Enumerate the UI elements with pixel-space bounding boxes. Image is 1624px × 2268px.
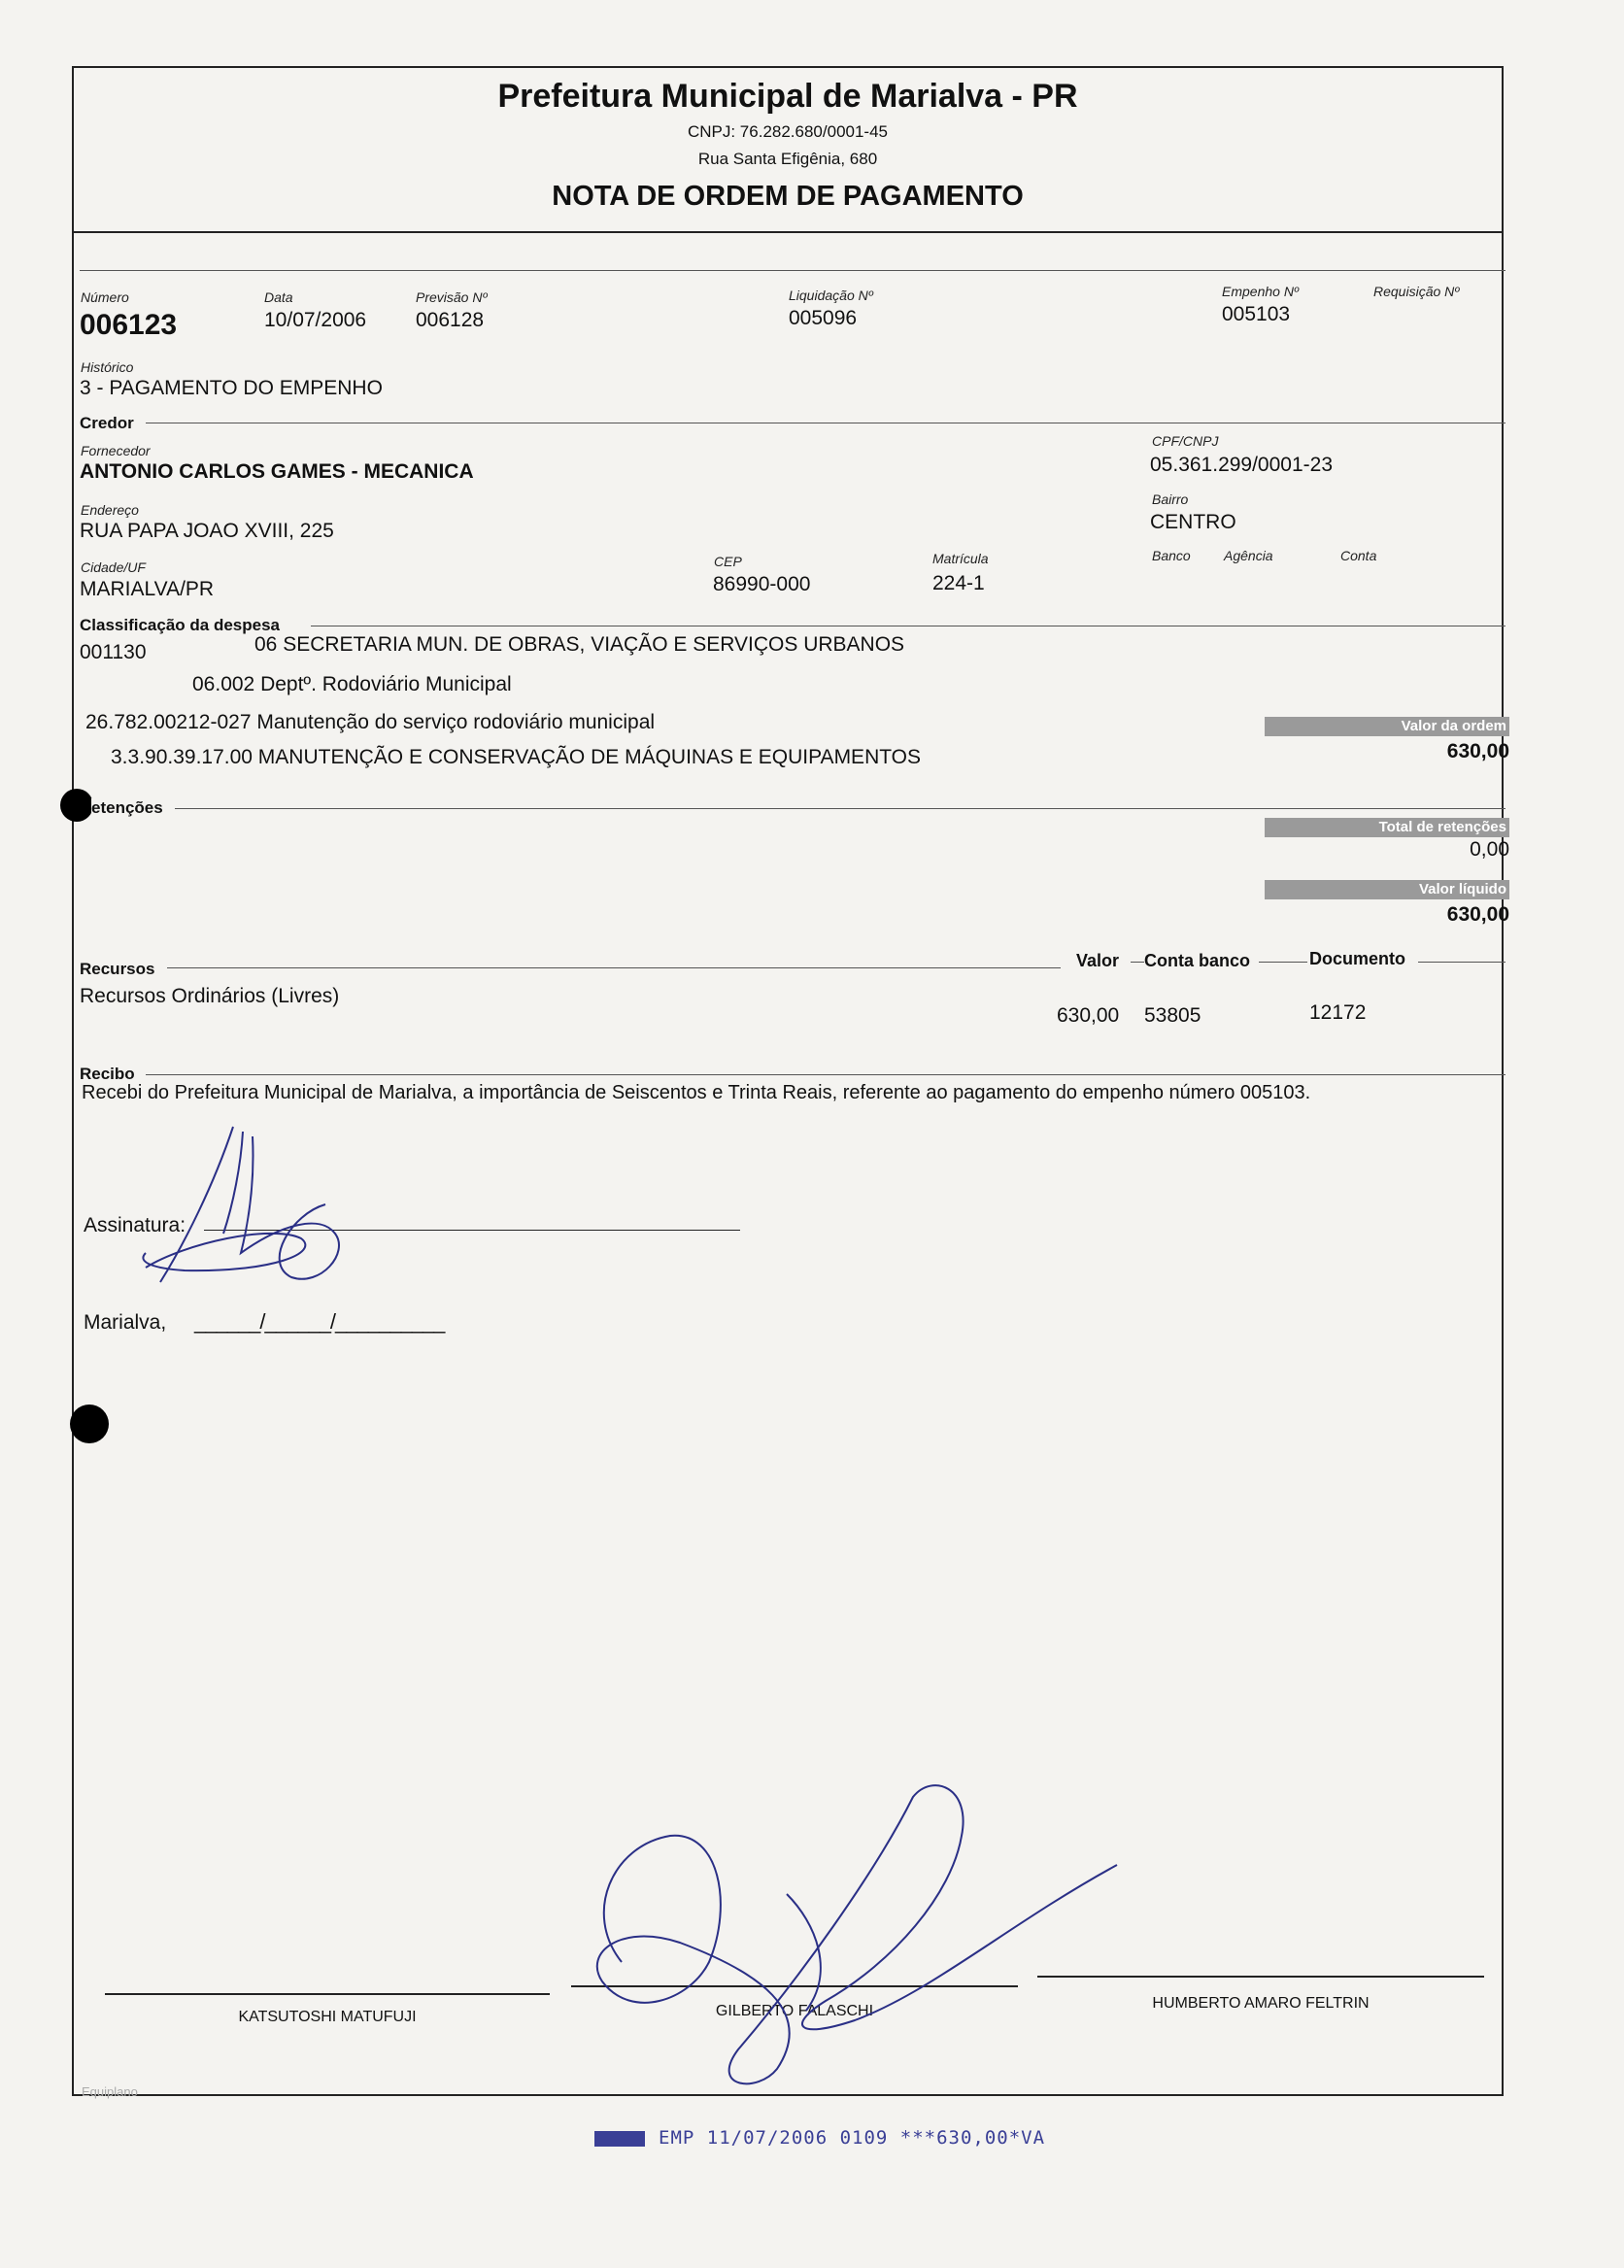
data-label: Data [264,289,293,305]
gilberto-signature [563,1777,1146,2098]
retencoes-rule [175,808,1506,809]
signature-name-3: HUMBERTO AMARO FELTRIN [1152,1995,1370,2012]
recursos-documento: 12172 [1309,1001,1367,1024]
recibo-rule [146,1074,1506,1075]
liquidacao-value: 005096 [789,307,858,329]
assinatura-label: Assinatura: [84,1214,186,1236]
agencia-label: Agência [1224,548,1273,563]
ids-top-rule [80,270,1506,271]
footer-brand: Equiplano [82,2084,138,2099]
header-cnpj: CNPJ: 76.282.680/0001-45 [687,122,889,141]
recursos-rule-end [1418,962,1506,963]
previsao-value: 006128 [416,309,485,331]
cpf-value: 05.361.299/0001-23 [1150,454,1334,476]
recibo-signature [126,1107,359,1292]
signature-name-2: GILBERTO FALASCHI [715,2003,874,2019]
classificacao-code: 001130 [80,641,147,663]
punch-hole-top [60,789,93,822]
banco-label: Banco [1152,548,1191,563]
recursos-conta-header: Conta banco [1144,951,1251,970]
recursos-conta: 53805 [1144,1004,1201,1027]
cep-label: CEP [714,554,742,569]
liquidacao-label: Liquidação Nº [789,288,873,303]
conta-label: Conta [1340,548,1377,563]
cep-value: 86990-000 [713,573,811,595]
recursos-descricao: Recursos Ordinários (Livres) [80,985,340,1007]
empenho-label: Empenho Nº [1222,284,1300,299]
bairro-value: CENTRO [1150,511,1236,533]
recibo-section-title: Recibo [80,1065,141,1084]
recibo-text: Recebi do Prefeitura Municipal de Marialva, a importância de Seiscentos e Trinta Reais, referente ao pagamento do empenho número 005103. [82,1082,1311,1103]
empenho-value: 005103 [1222,303,1291,325]
header-address: Rua Santa Efigênia, 680 [697,150,878,168]
classificacao-line-3: 26.782.00212-027 Manutenção do serviço rodoviário municipal [85,711,656,733]
recursos-rule [167,967,1061,968]
numero-label: Número [81,289,129,305]
matricula-label: Matrícula [932,551,989,566]
page-title: Prefeitura Municipal de Marialva - PR [497,78,1078,115]
historico-label: Histórico [81,359,134,375]
local-label: Marialva, [84,1311,167,1334]
historico-value: 3 - PAGAMENTO DO EMPENHO [80,377,383,399]
header-divider [72,231,1504,233]
numero-value: 006123 [80,309,178,341]
recursos-documento-header: Documento [1309,949,1405,968]
retencoes-section-title: etenções [91,798,169,818]
data-value: 10/07/2006 [264,309,367,331]
document-title: NOTA DE ORDEM DE PAGAMENTO [552,181,1024,212]
endereco-value: RUA PAPA JOAO XVIII, 225 [80,520,334,542]
matricula-value: 224-1 [932,572,985,594]
classificacao-section-title: Classificação da despesa [80,616,286,635]
classificacao-line-1: 06 SECRETARIA MUN. DE OBRAS, VIAÇÃO E SERVIÇOS URBANOS [254,633,905,656]
previsao-label: Previsão Nº [416,289,488,305]
endereco-label: Endereço [81,502,139,518]
punch-hole-bottom [70,1405,109,1443]
signature-name-1: KATSUTOSHI MATUFUJI [238,2009,417,2025]
stamp-mark-icon [594,2131,645,2147]
fornecedor-value: ANTONIO CARLOS GAMES - MECANICA [80,460,474,483]
footer-stamp-text: EMP 11/07/2006 0109 ***630,00*VA [659,2127,1046,2149]
cidade-value: MARIALVA/PR [80,578,215,600]
credor-section-title: Credor [80,414,140,433]
valor-ordem-value: 630,00 [1446,740,1509,762]
valor-liquido-value: 630,00 [1446,903,1509,926]
bairro-label: Bairro [1152,491,1189,507]
recursos-valor: 630,00 [1057,1004,1120,1027]
recursos-section-title: Recursos [80,960,160,979]
requisicao-label: Requisição Nº [1373,284,1460,299]
total-retencoes-value: 0,00 [1470,838,1509,861]
total-retencoes-label: Total de retenções [1265,818,1509,837]
recursos-rule-gap-1 [1131,962,1144,963]
classificacao-line-2: 06.002 Deptº. Rodoviário Municipal [192,673,512,695]
valor-ordem-label: Valor da ordem [1265,717,1509,736]
valor-liquido-label: Valor líquido [1265,880,1509,899]
cpf-label: CPF/CNPJ [1152,433,1219,449]
recursos-valor-header: Valor [1076,951,1120,970]
recursos-rule-gap-2 [1259,962,1307,963]
footer-stamp [594,2127,1045,2149]
classificacao-line-4: 3.3.90.39.17.00 MANUTENÇÃO E CONSERVAÇÃO DE MÁQUINAS E EQUIPAMENTOS [111,746,922,768]
signature-line-1 [105,1993,550,1995]
cidade-label: Cidade/UF [81,559,146,575]
fornecedor-label: Fornecedor [81,443,151,458]
date-blank: ______/______/__________ [194,1309,445,1334]
